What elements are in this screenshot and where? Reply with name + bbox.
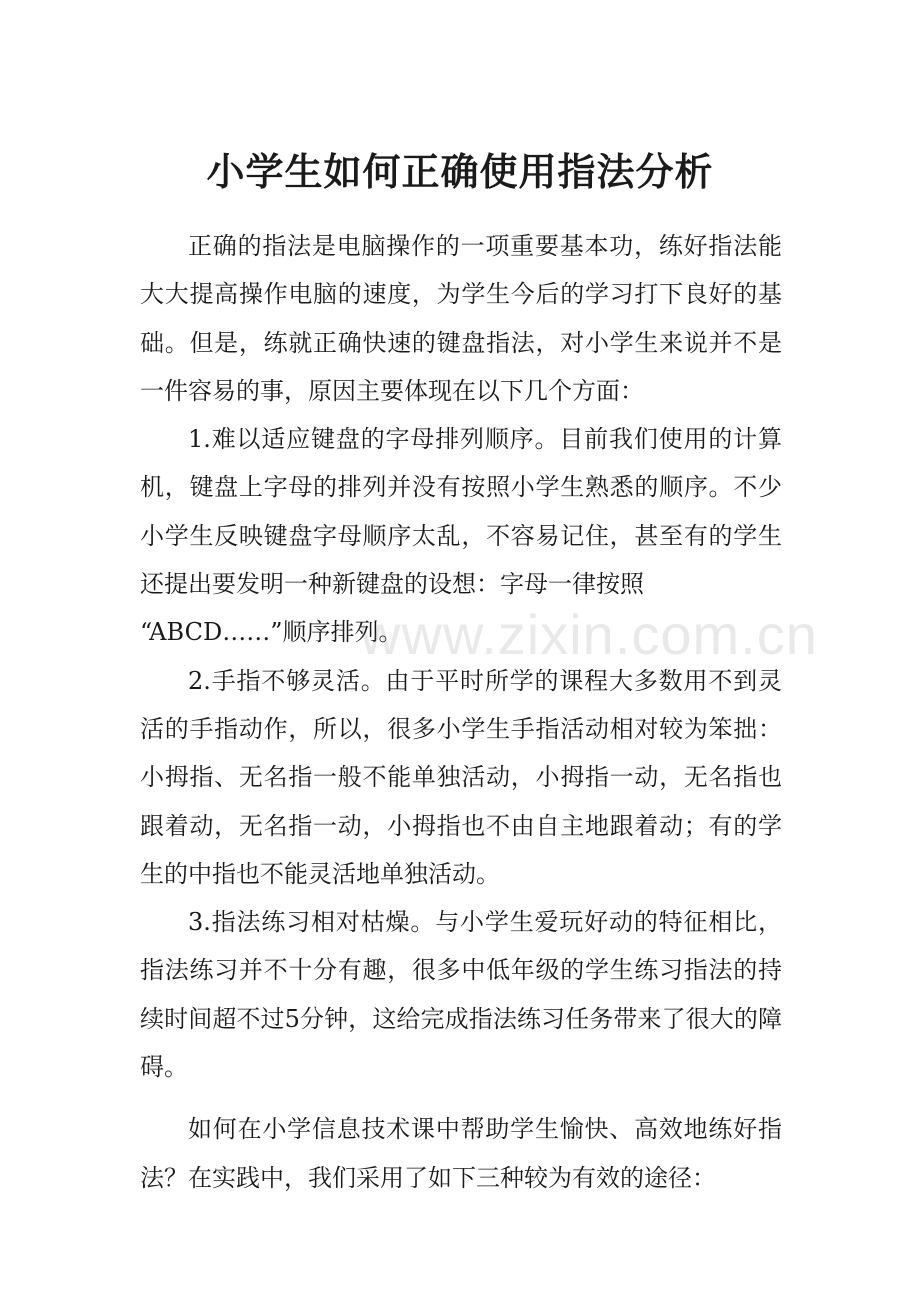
watermark: www.zixin.com.cn: [360, 603, 818, 666]
paragraph-question: 如何在小学信息技术课中帮助学生愉快、高效地练好指法？在实践中，我们采用了如下三种较为有效的途径：: [140, 1115, 782, 1192]
paragraph-point-1-continuation: “ABCD……”顺序排列。: [140, 618, 403, 647]
paragraph-point-2: 2.手指不够灵活。由于平时所学的课程大多数用不到灵活的手指动作，所以，很多小学生手指活动相对较为笨拙：小拇指、无名指一般不能单独活动，小拇指一动，无名指也跟着动，无名指一动，小拇指也不由自主地跟着动；有的学生的中指也不能灵活地单独活动。: [140, 666, 782, 888]
document-title: 小学生如何正确使用指法分析: [206, 149, 714, 194]
paragraph-intro: 正确的指法是电脑操作的一项重要基本功，练好指法能大大提高操作电脑的速度，为学生今后的学习打下良好的基础。但是，练就正确快速的键盘指法，对小学生来说并不是一件容易的事，原因主要体现在以下几个方面：: [140, 232, 782, 405]
paragraph-point-1-text: 1.难以适应键盘的字母排列顺序。目前我们使用的计算机，键盘上字母的排列并没有按照小学生熟悉的顺序。不少小学生反映键盘字母顺序太乱，不容易记住，甚至有的学生还提出要发明一种新键盘的设想：字母一律按照: [140, 425, 782, 599]
paragraph-point-1: [140, 415, 782, 656]
document-body: [140, 222, 782, 1202]
paragraph-point-3: 3.指法练习相对枯燥。与小学生爱玩好动的特征相比，指法练习并不十分有趣，很多中低年级的学生练习指法的持续时间超不过5分钟，这给完成指法练习任务带来了很大的障碍。: [140, 908, 782, 1082]
